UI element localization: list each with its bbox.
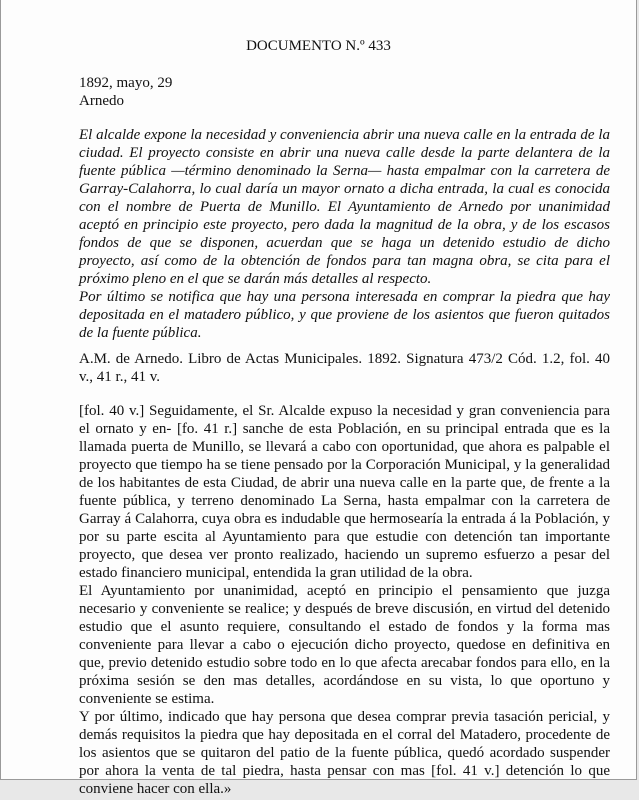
citation-text: A.M. de Arnedo. Libro de Actas Municipales. 1892. Signatura 473/2 Cód. 1.2, fol. 40 v., 41 r., 41 v. (79, 351, 610, 385)
document-header (79, 74, 610, 110)
summary-paragraph: Por último se notifica que hay una persona interesada en comprar la piedra que hay depositada en el matadero público, y que proviene de los asientos que fueron quitados de la fuente pública. (79, 289, 610, 341)
document-date: 1892, mayo, 29 (79, 75, 173, 91)
document-place: Arnedo (79, 93, 124, 109)
transcription-paragraph: Y por último, indicado que hay persona que desea comprar previa tasación pericial, y demás requisitos la piedra que hay depositada en el corral del Matadero, procedente de los asientos que se quitaron del patio de la fuente pública, quedó acordado suspender por ahora la venta de tal piedra, hasta pensar con mas [fol. 41 v.] detención lo que conviene hacer con ella.» (79, 709, 610, 797)
document-title: DOCUMENTO N.º 433 (246, 38, 391, 54)
source-citation (79, 350, 610, 386)
transcription-paragraph: [fol. 40 v.] Seguidamente, el Sr. Alcalde expuso la necesidad y gran conveniencia para el ornato y en- [fo. 41 r.] sanche de esta Población, en su principal entrada que es la llamada puerta de Munillo, se llevará a cabo con oportunidad, que ahora es palpable el proyecto que tiempo ha se tiene pensado por la Corporación Municipal, y la generalidad de los habitantes de esta Ciudad, de abrir una nueva calle en la parte que, de frente a la fuente pública, y terreno denominado La Serna, hasta empalmar con la carretera de Garray á Calahorra, cuya obra es indudable que hermosearía la entrada á la Población, y por su parte escita al Ayuntamiento para que estudie con detención tan importante proyecto, que desea ver pronto realizado, haciendo un supremo esfuerzo a pesar del estado financiero municipal, entendida la gran utilidad de la obra. (79, 403, 610, 581)
transcription-section (79, 402, 610, 798)
summary-paragraph: El alcalde expone la necesidad y conveniencia abrir una nueva calle en la entrada de la ciudad. El proyecto consiste en abrir una nueva calle desde la parte delantera de la fuente pública —término denominado la Serna— hasta empalmar con la carretera de Garray-Calahorra, lo cual daría un mayor ornato a dicha entrada, la cual es conocida con el nombre de Puerta de Munillo. El Ayuntamiento de Arnedo por unanimidad aceptó en principio este proyecto, pero dada la magnitud de la obra, y de los escasos fondos de que se disponen, acuerdan que se haga un detenido estudio de dicho proyecto, así como de la obtención de fondos para tan magna obra, se cita para el próximo pleno en el que se darán más detalles al respecto. (79, 127, 610, 287)
summary-section (79, 126, 610, 342)
transcription-paragraph: El Ayuntamiento por unanimidad, aceptó en principio el pensamiento que juzga necesario y conveniente se realice; y después de breve discusión, en virtud del detenido estudio que el asunto requiere, consultando el estado de fondos y la forma mas conveniente para llevar a cabo o ejecución dicho proyecto, quedose en definitiva en que, previo detenido estudio sobre todo en lo que afecta arecabar fondos para ello, en la próxima sesión se den mas detalles, acordándose en su vista, lo que oportuno y conveniente se estima. (79, 583, 610, 707)
